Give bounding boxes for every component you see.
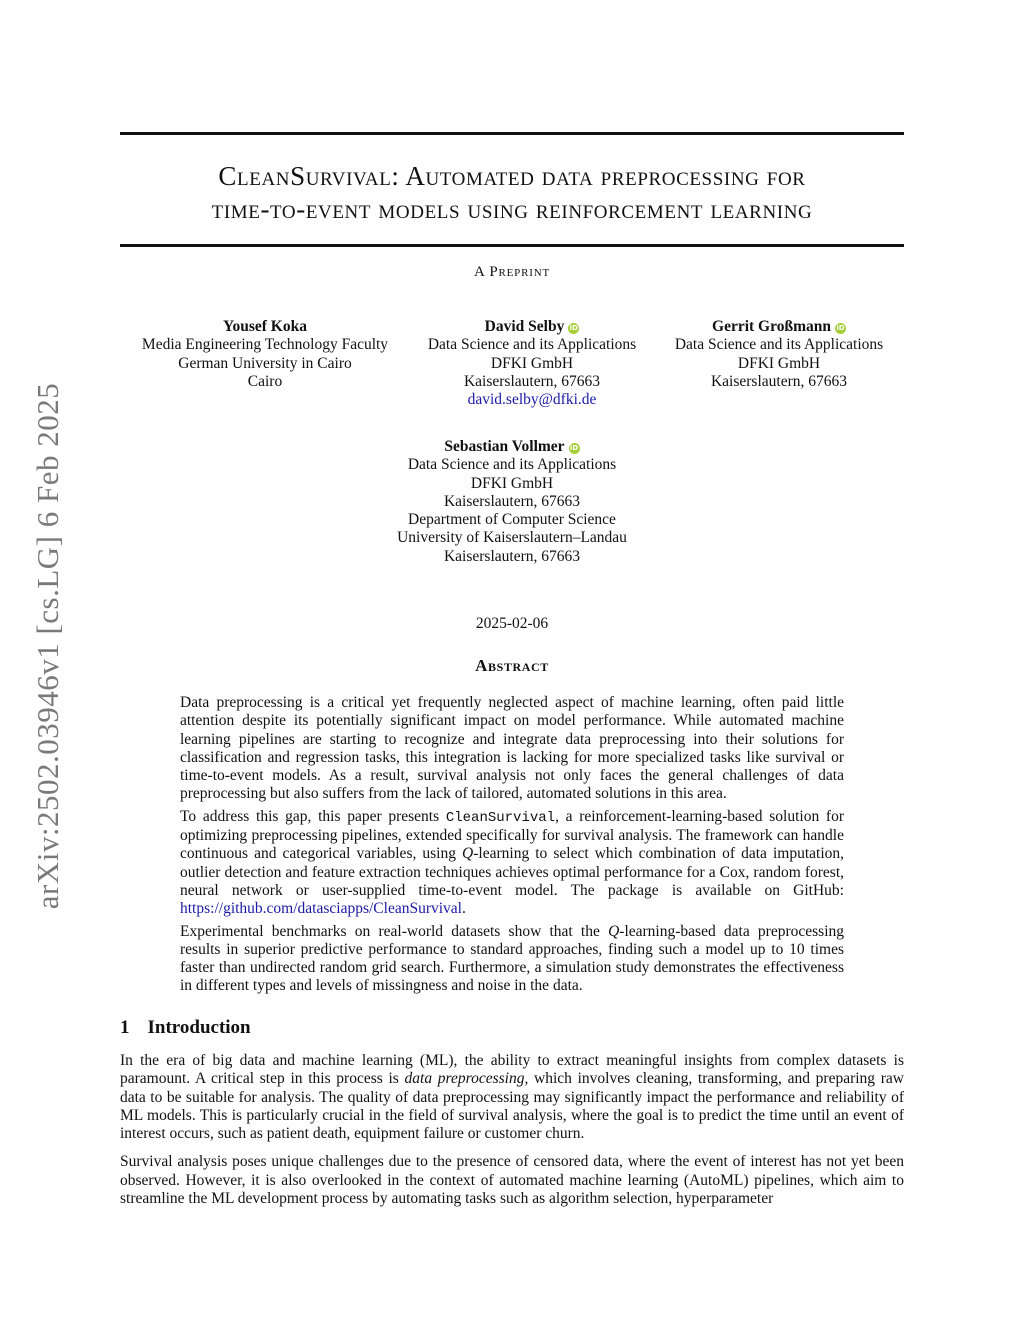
author-affiliation: Kaiserslautern, 67663 xyxy=(443,547,581,565)
orcid-icon[interactable]: iD xyxy=(569,324,578,332)
author-email-link[interactable]: david.selby@dfki.de xyxy=(467,391,597,409)
author-affiliation: Data Science and its Applications xyxy=(427,336,637,354)
author-affiliation: German University in Cairo xyxy=(178,354,352,372)
author-block-grossmann xyxy=(654,318,904,391)
author-affiliation: Data Science and its Applications xyxy=(407,456,617,474)
title-top-rule xyxy=(120,132,904,135)
abstract-heading: Abstract xyxy=(475,656,549,675)
math-q: Q xyxy=(462,845,474,863)
author-affiliation: University of Kaiserslautern–Landau xyxy=(397,529,627,547)
section-heading-introduction xyxy=(120,1017,251,1039)
abstract-body xyxy=(180,694,844,1000)
author-affiliation: Media Engineering Technology Faculty xyxy=(141,336,389,354)
author-block-vollmer xyxy=(362,438,662,566)
author-name: David Selby xyxy=(484,318,565,335)
author-name: Sebastian Vollmer xyxy=(444,438,565,455)
abstract-paragraph-1: Data preprocessing is a critical yet frequently neglected aspect of machine learning, often paid little attention despite its potentially significant impact on model performance. While automated machine learning pipelines are starting to recognize and integrate data preprocessing into their solutions for classification and regression tasks, this integration is lacking for more specialized tasks like survival or time-to-event models. As a result, survival analysis not only faces the general challenges of data preprocessing but also suffers from the lack of tailored, automated solutions in this area. xyxy=(180,694,844,803)
author-name: Yousef Koka xyxy=(223,318,307,335)
author-affiliation: DFKI GmbH xyxy=(490,354,574,372)
author-affiliation: Kaiserslautern, 67663 xyxy=(710,372,848,390)
author-affiliation: Data Science and its Applications xyxy=(674,336,884,354)
abstract-paragraph-2: To address this gap, this paper presents CleanSurvival, a reinforcement-learning-based solution for optimizing preprocessing pipelines, extended specifically for survival analysis. The framework can handle continuous and categorical variables, using Q-learning to select which combination of data imputation, outlier detection and feature extraction techniques achieves optimal performance for a Cox, random forest, neural network or user-supplied time-to-event model. The package is available on GitHub: https://github.com/datasciapps/CleanSurvival. xyxy=(180,807,845,918)
orcid-icon[interactable]: iD xyxy=(569,444,579,452)
abstract-paragraph-3: Experimental benchmarks on real-world datasets show that the Q-learning-based data preprocessing results in superior predictive performance to standard approaches, finding such a model up to 10 times faster than undirected random grid search. Furthermore, a simulation study demonstrates the effectiveness in different types and levels of missingness and noise in the data. xyxy=(180,922,845,995)
author-affiliation: DFKI GmbH xyxy=(470,474,554,492)
title-line-2: time-to-event models using reinforcement learning xyxy=(211,194,813,224)
arxiv-identifier-stamp: arXiv:2502.03946v1 [cs.LG] 6 Feb 2025 xyxy=(30,382,65,910)
orcid-icon[interactable]: iD xyxy=(836,324,845,332)
paper-title xyxy=(120,160,904,226)
author-block-selby xyxy=(400,318,664,409)
title-bottom-rule xyxy=(120,244,904,247)
package-name: CleanSurvival xyxy=(445,809,556,826)
section-number: 1 xyxy=(120,1017,130,1038)
emphasis-text: data preprocessing xyxy=(404,1070,525,1088)
section-title: Introduction xyxy=(147,1017,251,1038)
author-affiliation: Kaiserslautern, 67663 xyxy=(463,372,601,390)
title-line-1: CleanSurvival: Automated data preprocessing for xyxy=(218,161,806,191)
body-paragraph-1: In the era of big data and machine learning (ML), the ability to extract meaningful insights from complex datasets is paramount. A critical step in this process is data preprocessing, which involves cleaning, transforming, and preparing raw data to be suitable for analysis. The quality of data preprocessing may significantly impact the performance and reliability of ML models. This is particularly crucial in the field of survival analysis, where the goal is to predict the time until an event of interest occurs, such as patient death, equipment failure or customer churn. xyxy=(120,1052,904,1143)
body-paragraph-2: Survival analysis poses unique challenges due to the presence of censored data, where the event of interest has not yet been observed. However, it is also overlooked in the context of automated machine learning (AutoML) pipelines, which aim to streamline the ML development process by automating tasks such as algorithm selection, hyperparameter xyxy=(120,1153,904,1208)
introduction-body xyxy=(120,1052,904,1218)
author-affiliation: Department of Computer Science xyxy=(408,511,616,529)
github-link[interactable]: https://github.com/datasciapps/CleanSurvival xyxy=(180,900,462,918)
author-block-koka xyxy=(120,318,410,391)
author-affiliation: DFKI GmbH xyxy=(737,354,821,372)
author-name: Gerrit Großmann xyxy=(712,318,831,335)
preprint-label: A Preprint xyxy=(474,264,550,280)
publication-date: 2025-02-06 xyxy=(475,615,549,632)
math-q: Q xyxy=(608,922,620,940)
author-affiliation: Cairo xyxy=(247,372,283,390)
author-affiliation: Kaiserslautern, 67663 xyxy=(443,492,581,510)
